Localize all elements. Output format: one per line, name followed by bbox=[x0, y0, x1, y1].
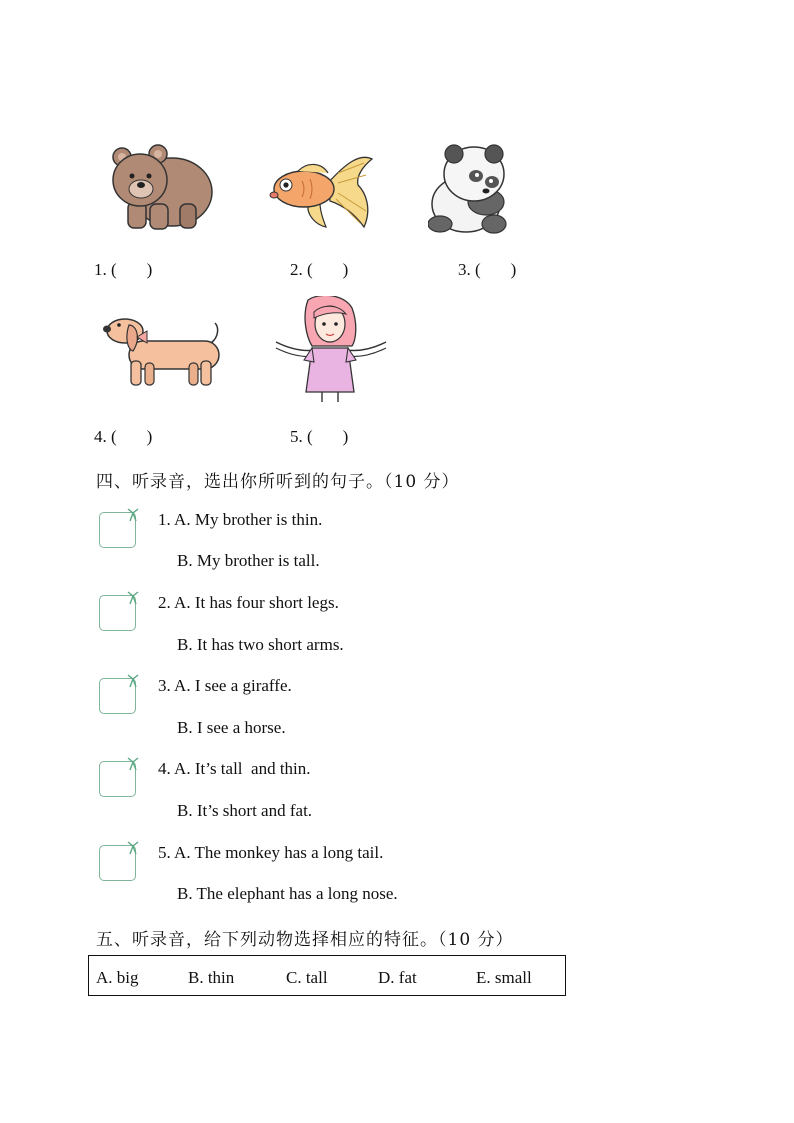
section-4-title: 四、听录音，选出你所听到的句子。（10 分） bbox=[96, 472, 460, 492]
option-b: B. thin bbox=[188, 968, 235, 987]
picture-number-1: 1. ( ) bbox=[94, 260, 153, 279]
answer-box-4[interactable] bbox=[99, 761, 136, 797]
question-5-option-a: 5. A. The monkey has a long tail. bbox=[158, 843, 384, 862]
panda-icon bbox=[428, 144, 514, 236]
question-4-option-b: B. It’s short and fat. bbox=[177, 801, 313, 820]
option-a: A. big bbox=[96, 968, 139, 987]
picture-number-2: 2. ( ) bbox=[290, 260, 349, 279]
question-5-option-b: B. The elephant has a long nose. bbox=[177, 884, 398, 903]
bear-icon bbox=[108, 140, 216, 232]
question-4-option-a: 4. A. It’s tall and thin. bbox=[158, 759, 311, 778]
question-1-option-b: B. My brother is tall. bbox=[177, 551, 320, 570]
ribbon-icon bbox=[127, 674, 139, 688]
question-2-option-a: 2. A. It has four short legs. bbox=[158, 593, 339, 612]
answer-box-3[interactable] bbox=[99, 678, 136, 714]
picture-number-3: 3. ( ) bbox=[458, 260, 517, 279]
dachshund-dog-icon bbox=[103, 315, 227, 391]
picture-number-4: 4. ( ) bbox=[94, 427, 153, 446]
option-e: E. small bbox=[476, 968, 532, 987]
answer-box-5[interactable] bbox=[99, 845, 136, 881]
answer-box-1[interactable] bbox=[99, 512, 136, 548]
question-1-option-a: 1. A. My brother is thin. bbox=[158, 510, 323, 529]
option-c: C. tall bbox=[286, 968, 328, 987]
ribbon-icon bbox=[127, 591, 139, 605]
answer-box-2[interactable] bbox=[99, 595, 136, 631]
picture-number-5: 5. ( ) bbox=[290, 427, 349, 446]
question-3-option-b: B. I see a horse. bbox=[177, 718, 286, 737]
section-5-title: 五、听录音，给下列动物选择相应的特征。（10 分） bbox=[96, 930, 514, 950]
girl-icon bbox=[272, 296, 390, 404]
ribbon-icon bbox=[127, 508, 139, 522]
ribbon-icon bbox=[127, 841, 139, 855]
option-d: D. fat bbox=[378, 968, 417, 987]
feature-options-box bbox=[88, 955, 566, 996]
question-3-option-a: 3. A. I see a giraffe. bbox=[158, 676, 292, 695]
question-2-option-b: B. It has two short arms. bbox=[177, 635, 344, 654]
ribbon-icon bbox=[127, 757, 139, 771]
goldfish-icon bbox=[268, 153, 376, 235]
